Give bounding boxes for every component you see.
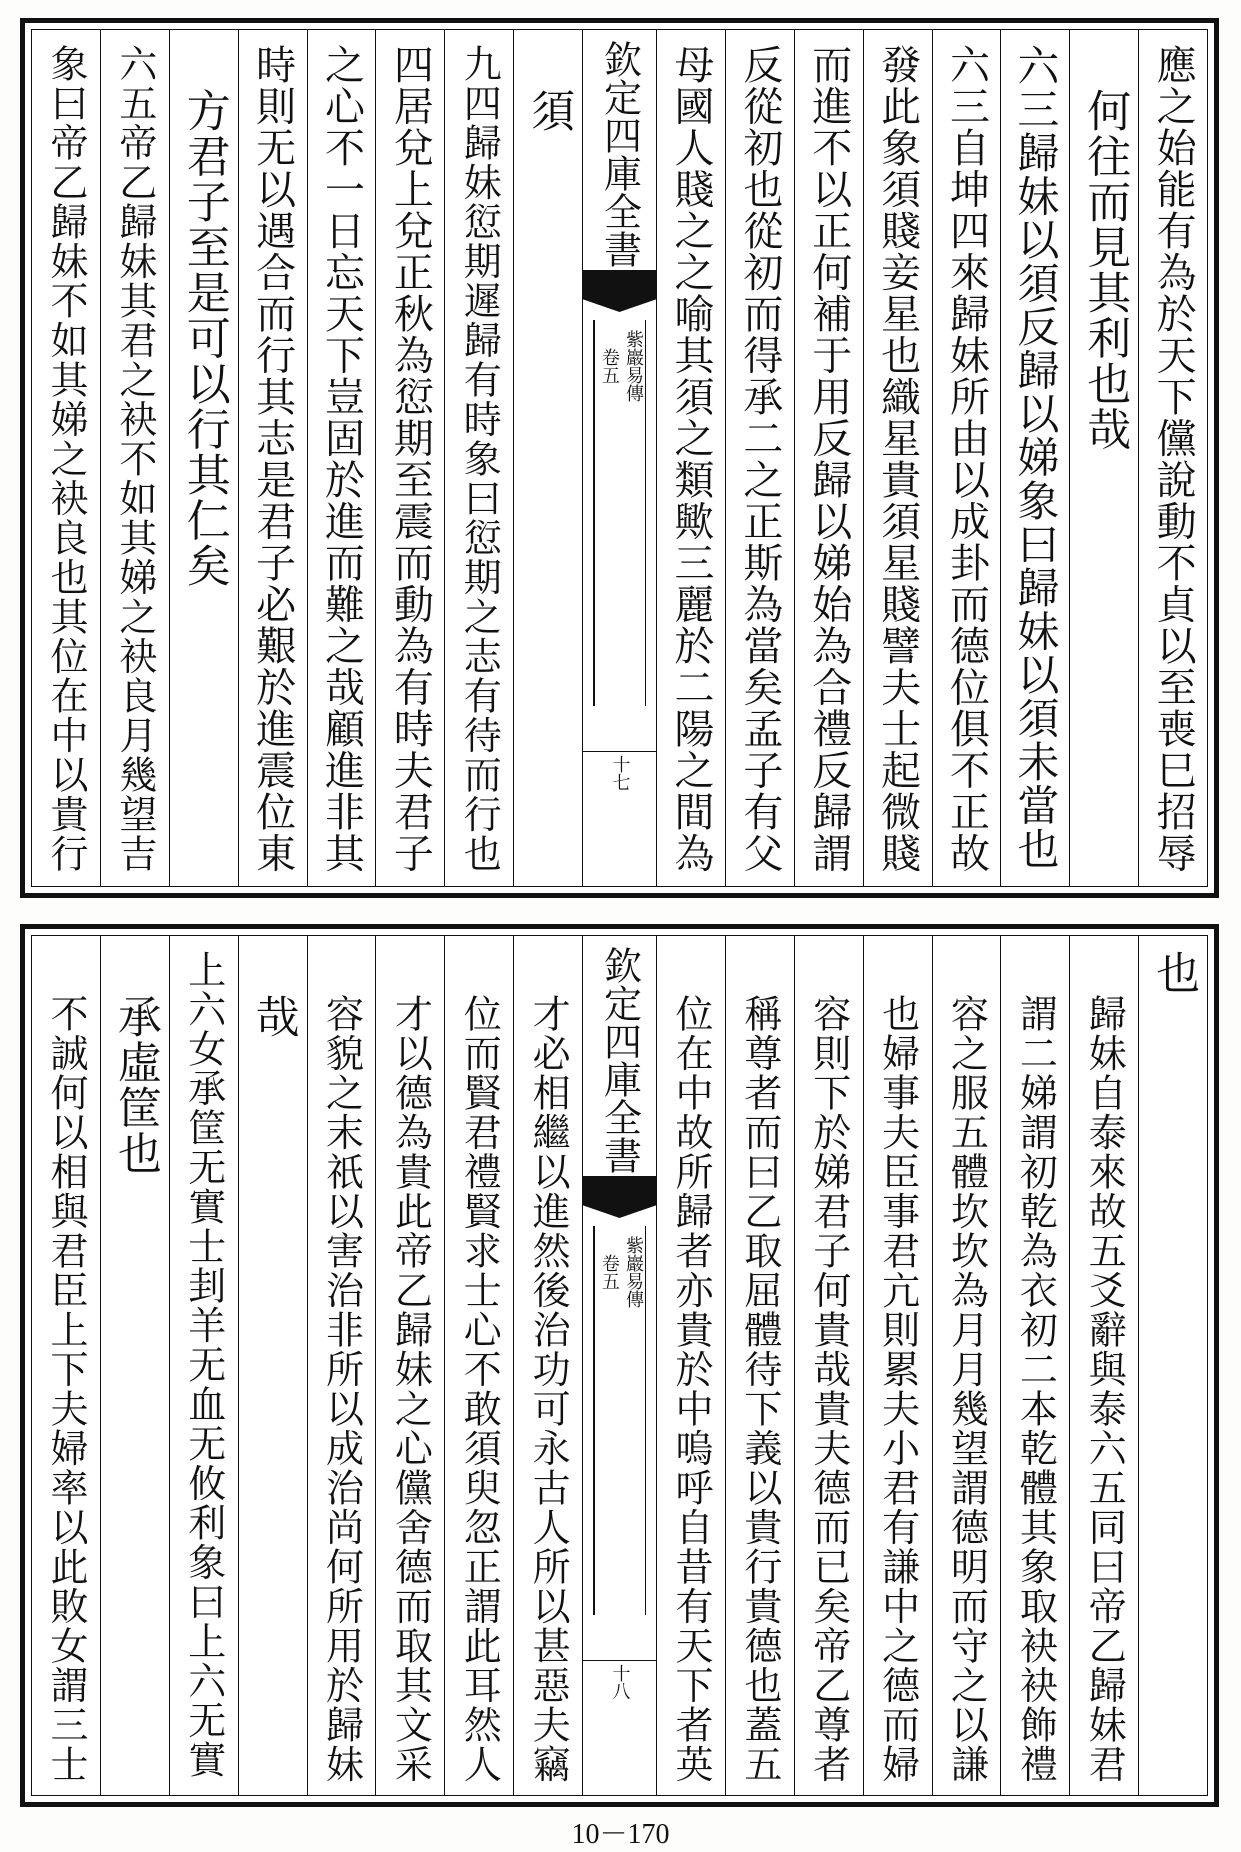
text-column <box>1138 30 1207 886</box>
text-column <box>513 936 582 1795</box>
column-text: 位在中故所歸者亦貴於中嗚呼自昔有天下者英 <box>668 994 713 1784</box>
text-column <box>1138 936 1207 1795</box>
book-title: 欽定四庫全書 <box>597 40 642 268</box>
text-column <box>32 936 100 1795</box>
page-number: 10－170 <box>571 1819 670 1850</box>
text-column <box>794 936 863 1795</box>
fishtail-mark <box>583 1176 656 1218</box>
text-column <box>656 30 725 886</box>
center-gutter <box>582 30 656 886</box>
column-text: 九四歸妹愆期遲歸有時象曰愆期之志有待而行也 <box>457 44 502 874</box>
column-text: 反從初也從初而得承二之正斯為當矣孟子有父 <box>736 44 783 874</box>
book-title: 欽定四庫全書 <box>597 946 642 1174</box>
gutter-rule <box>593 320 595 706</box>
text-column <box>100 30 169 886</box>
column-text: 而進不以正何補于用反歸以娣始為合禮反歸謂 <box>805 44 852 874</box>
column-text: 謂二娣謂初乾為衣初二本乾體其象取袂袂飾禮 <box>1013 994 1058 1784</box>
column-text: 容貌之末祇以害治非所以成治尚何所用於歸妹 <box>319 994 364 1784</box>
book-name: 紫巖易傳 <box>623 330 644 402</box>
lower-text-columns <box>32 936 1207 1795</box>
text-column <box>169 936 238 1795</box>
column-text: 須 <box>523 88 575 134</box>
text-column <box>1000 30 1069 886</box>
lower-page <box>20 924 1219 1807</box>
leaf-number: 十七 <box>609 755 631 791</box>
book-name: 紫巖易傳 <box>623 1236 644 1308</box>
text-column <box>1069 30 1138 886</box>
text-column <box>513 30 582 886</box>
upper-page <box>20 18 1219 898</box>
column-text: 歸妹自泰來故五爻辭與泰六五同曰帝乙歸妹君 <box>1082 994 1127 1784</box>
text-column <box>725 30 794 886</box>
column-text: 上六女承筐无實士刲羊无血无攸利象曰上六无實 <box>181 950 226 1780</box>
column-text: 何往而見其利也哉 <box>1079 88 1131 452</box>
column-text: 應之始能有為於天下儻說動不貞以至喪巳招辱 <box>1150 44 1197 874</box>
text-column <box>656 936 725 1795</box>
volume-label: 卷五 <box>598 1254 620 1290</box>
column-text: 也婦事夫臣事君亢則累夫小君有謙中之德而婦 <box>875 994 920 1784</box>
text-column <box>444 936 513 1795</box>
leaf-number: 十八 <box>609 1664 631 1700</box>
text-column <box>863 936 932 1795</box>
column-text: 容則下於娣君子何貴哉貴夫德而已矣帝乙尊者 <box>806 994 851 1784</box>
text-column <box>307 30 376 886</box>
column-text: 才必相繼以進然後治功可永古人所以甚惡夫竊 <box>526 994 571 1784</box>
column-text: 發此象須賤妾星也織星貴須星賤譬夫士起微賤 <box>874 44 921 874</box>
text-column <box>1069 936 1138 1795</box>
column-text: 承虛筐也 <box>109 994 161 1176</box>
text-column <box>32 30 100 886</box>
text-column <box>375 30 444 886</box>
gutter-rule <box>593 1226 595 1615</box>
column-text: 稱尊者而曰乙取屈體待下義以貴行貴德也蓋五 <box>737 994 782 1784</box>
column-text: 六三歸妹以須反歸以娣象曰歸妹以須未當也 <box>1011 44 1061 871</box>
column-text: 才以德為貴此帝乙歸妹之心儻舍德而取其文采 <box>388 994 433 1784</box>
center-gutter <box>582 936 656 1795</box>
text-column <box>169 30 238 886</box>
column-text: 象曰帝乙歸妹不如其娣之袂良也其位在中以貴行 <box>43 44 88 874</box>
text-column <box>307 936 376 1795</box>
text-column <box>375 936 444 1795</box>
text-column <box>932 936 1001 1795</box>
column-text: 六三自坤四來歸妹所由以成卦而德位俱不正故 <box>943 44 990 874</box>
column-text: 方君子至是可以行其仁矣 <box>178 88 230 589</box>
gutter-rule <box>645 1226 647 1615</box>
fishtail-mark <box>583 270 656 312</box>
text-column <box>444 30 513 886</box>
gutter-rule <box>645 320 647 706</box>
text-column <box>100 936 169 1795</box>
text-column <box>238 936 307 1795</box>
column-text: 六五帝乙歸妹其君之袂不如其娣之袂良月幾望吉 <box>112 44 157 874</box>
text-column <box>863 30 932 886</box>
column-text: 位而賢君禮賢求士心不敢須臾忽正謂此耳然人 <box>457 994 502 1784</box>
column-text: 四居兌上兌正秋為愆期至震而動為有時夫君子 <box>387 44 434 874</box>
text-column <box>932 30 1001 886</box>
text-column <box>725 936 794 1795</box>
volume-label: 卷五 <box>598 348 620 384</box>
text-column <box>794 30 863 886</box>
text-column <box>1000 936 1069 1795</box>
column-text: 容之服五體坎坎為月月幾望謂德明而守之以謙 <box>944 994 989 1784</box>
column-text: 不誠何以相與君臣上下夫婦率以此敗女謂三士 <box>43 994 88 1784</box>
column-text: 時則无以遇合而行其志是君子必艱於進震位東 <box>249 44 296 874</box>
upper-text-columns <box>32 30 1207 886</box>
column-text: 也 <box>1148 950 1200 996</box>
column-text: 哉 <box>247 994 299 1040</box>
column-text: 之心不一日忘天下豈固於進而難之哉顧進非其 <box>318 44 365 874</box>
column-text: 母國人賤之之喻其須之類歟三麗於二陽之間為 <box>667 44 714 874</box>
text-column <box>238 30 307 886</box>
